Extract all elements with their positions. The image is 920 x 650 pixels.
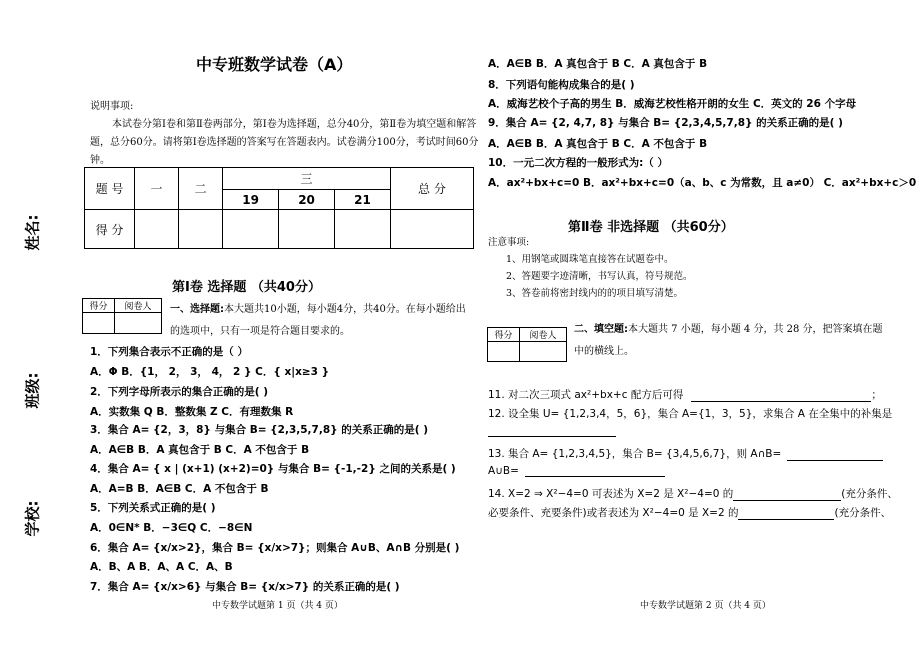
page-title: 中专班数学试卷（A） (196, 55, 353, 74)
question-12: 12. 设全集 U= {1,2,3,4，5，6}，集合 A={1，3，5}，求集合 A 在全集中的补集是 (488, 408, 893, 420)
options-3: A．A∈B B．A 真包含于 B C．A 不包含于 B (90, 444, 310, 456)
part1-intro (170, 299, 470, 343)
answer-blank-14b[interactable] (738, 519, 834, 520)
part1-intro-line2: 的选项中，只有一项是符合题目要求的。 (170, 326, 350, 337)
question-9: 9．集合 A= {2, 4,7, 8} 与集合 B= {2,3,4,5,7,8} 的关系正确的是( ) (488, 117, 843, 129)
part1-intro-bold: 一、选择题: (170, 304, 224, 315)
options-2: A．实数集 Q B．整数集 Z C．有理数集 R (90, 406, 294, 418)
grader-table-1 (82, 298, 162, 334)
notice-item: 3、答卷前将密封线内的的项目填写清楚。 (506, 288, 684, 299)
options-6: A．B、A B．A、A C．A、B (90, 561, 233, 573)
options-4: A．A=B B．A∈B C．A 不包含于 B (90, 483, 269, 495)
question-13 (488, 446, 883, 461)
question-13-text: 13. 集合 A= {1,2,3,4,5}，集合 B= {3,4,5,6,7}，则 A∩B= (488, 448, 782, 460)
options-1: A．Φ B．{1， 2， 3， 4， 2 } C．{ x|x≥3 } (90, 366, 330, 378)
grader-table-2 (487, 327, 567, 362)
score-row-label: 题 号 (85, 168, 135, 210)
mini-cell[interactable] (488, 342, 520, 362)
question-5: 5．下列关系式正确的是( ) (90, 502, 216, 514)
instructions (90, 98, 480, 170)
notices (488, 234, 693, 302)
part1-intro-rest: 本大题共10小题，每小题4分，共40分。在每小题给出 (224, 304, 466, 315)
question-2: 2．下列字母所表示的集合正确的是( ) (90, 386, 269, 398)
instructions-heading: 说明事项: (90, 101, 134, 112)
score-total: 总 分 (390, 168, 473, 210)
answer-blank-12[interactable] (488, 428, 616, 437)
score-col-1: 一 (134, 168, 178, 210)
footer-right: 中专数学试题第 2 页（共 4 页） (640, 601, 771, 611)
question-14b (488, 505, 891, 520)
score-cell[interactable] (390, 210, 473, 249)
score-col-2: 二 (179, 168, 223, 210)
mini-score-label: 得分 (488, 328, 520, 342)
score-table (84, 167, 474, 249)
question-14-end: (充分条件、 (841, 488, 898, 500)
mini-cell[interactable] (519, 342, 566, 362)
question-10: 10．一元二次方程的一般形式为:（ ） (488, 157, 668, 169)
question-8: 8．下列语句能构成集合的是( ) (488, 79, 635, 91)
question-4: 4．集合 A= { x | (x+1) (x+2)=0} 与集合 B= {-1,-2} 之间的关系是( ) (90, 463, 456, 475)
question-14b-text: 必要条件、充要条件)或者表述为 X²−4=0 是 X=2 的 (488, 507, 739, 519)
part2-intro-line2: 中的横线上。 (574, 346, 634, 357)
class-label: 班级: (23, 372, 42, 409)
question-1: 1．下列集合表示不正确的是（ ） (90, 346, 248, 358)
question-13b-text: A∪B= (488, 465, 519, 477)
mini-grader-label: 阅卷人 (114, 299, 161, 313)
footer-left: 中专数学试题第 1 页（共 4 页） (212, 601, 343, 611)
notice-item: 1、用钢笔或圆珠笔直接答在试题卷中。 (506, 254, 674, 265)
instructions-line2: 题，总分60分。请将第Ⅰ卷选择题的答案写在答题表内。试卷满分100分，考试时间60分钟。 (90, 137, 479, 166)
mini-grader-label: 阅卷人 (519, 328, 566, 342)
part1-title: 第Ⅰ卷 选择题 （共40分） (172, 280, 321, 295)
score-col-3: 三 (223, 168, 391, 190)
mini-cell[interactable] (114, 313, 161, 334)
score-sub-20: 20 (279, 190, 335, 210)
options-7: A．A∈B B．A 真包含于 B C．A 真包含于 B (488, 58, 708, 70)
options-5: A．0∈N* B．−3∈Q C．−8∈N (90, 522, 253, 534)
part2-title: 第Ⅱ卷 非选择题 （共60分） (568, 220, 734, 235)
options-8: A．威海艺校个子高的男生 B．威海艺校性格开朗的女生 C．英文的 26 个字母 (488, 98, 857, 110)
score-cell[interactable] (223, 210, 279, 249)
question-14-text: 14. X=2 ⇒ X²−4=0 可表述为 X=2 是 X²−4=0 的 (488, 488, 734, 500)
mini-cell[interactable] (83, 313, 115, 334)
score-sub-21: 21 (335, 190, 391, 210)
question-14 (488, 486, 898, 501)
answer-blank-13a[interactable] (787, 460, 883, 461)
options-10: A．ax²+bx+c=0 B．ax²+bx+c=0（a、b、c 为常数，且 a≠0） C．ax²+bx+c＞0 (488, 177, 917, 189)
score-cell[interactable] (134, 210, 178, 249)
question-6: 6．集合 A= {x/x>2}，集合 B= {x/x>7}；则集合 A∪B、A∩B 分别是( ) (90, 542, 460, 554)
question-11-text: 11. 对二次三项式 ax²+bx+c 配方后可得 (488, 389, 684, 401)
notice-item: 2、答题要字迹清晰，书写认真，符号规范。 (506, 271, 693, 282)
options-9: A．A∈B B．A 真包含于 B C．A 不包含于 B (488, 138, 708, 150)
part2-intro (574, 319, 884, 363)
score-row2-label: 得 分 (85, 210, 135, 249)
name-label: 姓名: (23, 214, 42, 251)
answer-blank-13b[interactable] (525, 476, 665, 477)
mini-score-label: 得分 (83, 299, 115, 313)
instructions-line1: 本试卷分第Ⅰ卷和第Ⅱ卷两部分，第Ⅰ卷为选择题，总分40分，第Ⅱ卷为填空题和解答 (112, 119, 477, 130)
question-3: 3．集合 A= {2，3，8} 与集合 B= {2,3,5,7,8} 的关系正确的是( ) (90, 424, 429, 436)
school-label: 学校: (23, 500, 42, 537)
question-11-end: ； (871, 389, 882, 401)
answer-blank-14a[interactable] (733, 500, 841, 501)
score-cell[interactable] (179, 210, 223, 249)
question-11 (488, 387, 882, 402)
answer-blank-11[interactable] (691, 401, 871, 402)
score-sub-19: 19 (223, 190, 279, 210)
notices-heading: 注意事项: (488, 237, 530, 248)
score-cell[interactable] (279, 210, 335, 249)
part2-intro-bold: 二、填空题: (574, 324, 628, 335)
part2-intro-rest: 本大题共 7 小题，每小题 4 分，共 28 分，把答案填在题 (628, 324, 883, 335)
question-14b-end: (充分条件、 (834, 507, 892, 519)
question-13b (488, 465, 665, 477)
score-cell[interactable] (335, 210, 391, 249)
question-7: 7．集合 A= {x/x>6} 与集合 B= {x/x>7} 的关系正确的是( ) (90, 581, 400, 593)
